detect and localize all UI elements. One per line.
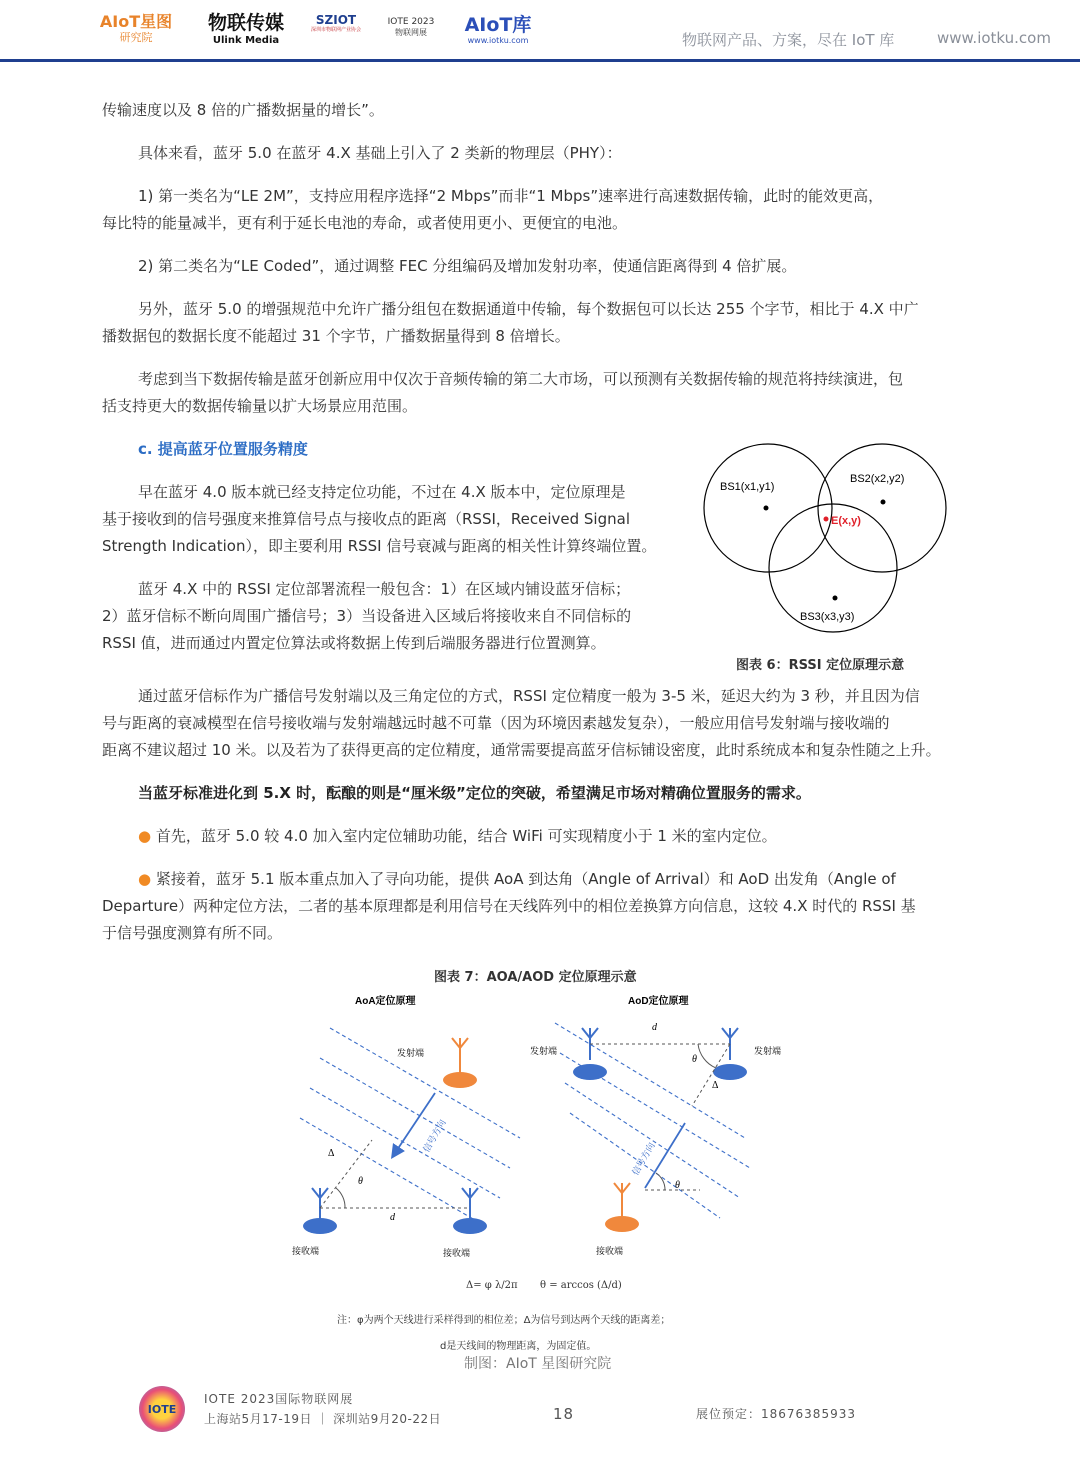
aoa-delta: Δ: [328, 1148, 335, 1159]
bs2-circle: [818, 444, 946, 572]
paragraph: 早在蓝牙 4.0 版本就已经支持定位功能，不过在 4.X 版本中，定位原理是: [138, 483, 626, 501]
aoa-transmitter-antenna: [452, 1038, 468, 1073]
aoa-receiver-base-right: [453, 1218, 487, 1234]
paragraph: 2) 第二类名为“LE Coded”，通过调整 FEC 分组编码及增加发射功率，使通信距离得到 4 倍扩展。: [138, 257, 797, 275]
figure6-caption: 图表 6：RSSI 定位原理示意: [736, 658, 905, 673]
section-heading: c. 提高蓝牙位置服务精度: [138, 440, 308, 458]
figure7-credit: 制图：AIoT 星图研究院: [464, 1356, 612, 1372]
paragraph: 括支持更大的数据传输量以扩大场景应用范围。: [102, 397, 418, 415]
paragraph: 于信号强度测算有所不同。: [102, 924, 283, 942]
paragraph: 1) 第一类名为“LE 2M”，支持应用程序选择“2 Mbps”而非“1 Mbps”速率进行高速数据传输，此时的能效更高，: [138, 187, 884, 205]
paragraph: 具体来看，蓝牙 5.0 在蓝牙 4.X 基础上引入了 2 类新的物理层（PHY）：: [138, 144, 622, 162]
ulink-media-logo: 物联传媒 Ulink Media: [207, 12, 284, 46]
header-slogan: 物联网产品、方案，尽在 IoT 库: [682, 31, 895, 49]
aod-receiver-base: [605, 1216, 639, 1232]
aoa-receiver-antenna-right: [462, 1188, 478, 1220]
aoa-transmitter-base: [443, 1072, 477, 1088]
aoa-title: AoA定位原理: [355, 996, 416, 1007]
aiot-research-logo: AIoT星图 研究院: [99, 12, 173, 44]
bs1-point: [764, 506, 769, 511]
paragraph: Departure）两种定位方法，二者的基本原理都是利用信号在天线阵列中的相位差换算方向信息，这较 4.X 时代的 RSSI 基: [102, 897, 916, 915]
aoa-receiver-antenna-left: [312, 1188, 328, 1220]
aod-receiver-angle-arc: [656, 1173, 665, 1190]
paragraph: 考虑到当下数据传输是蓝牙创新应用中仅次于音频传输的第二大市场，可以预测有关数据传输的规范将持续演进，包: [138, 370, 904, 388]
aod-signal-label: 信号方向: [630, 1140, 657, 1177]
footer-expo-dates: 上海站5月17-19日 ｜ 深圳站9月20-22日: [204, 1412, 442, 1426]
aod-delta: Δ: [712, 1080, 719, 1091]
bullet-item: ● 紧接着，蓝牙 5.1 版本重点加入了寻向功能，提供 AoA 到达角（Angle of Arrival）和 AoD 出发角（Angle of: [138, 870, 896, 888]
footer-expo-title: IOTE 2023国际物联网展: [204, 1392, 354, 1406]
e-point: [824, 517, 829, 522]
paragraph: 另外，蓝牙 5.0 的增强规范中允许广播分组包在数据通道中传输，每个数据包可以长达 255 个字节，相比于 4.X 中广: [138, 300, 919, 318]
bs2-label: BS2(x2,y2): [850, 473, 905, 485]
sziot-logo: SZIOT 深圳市物联网产业协会: [310, 13, 361, 33]
bs3-label: BS3(x3,y3): [800, 611, 855, 623]
iote-logo: IOTE 2023 物联网展: [387, 17, 435, 37]
figure7-note: d是天线间的物理距离，为固定值。: [440, 1341, 597, 1352]
paragraph: 基于接收到的信号强度来推算信号点与接收点的距离（RSSI，Received Signal: [102, 510, 630, 528]
aoa-receiver-label-left: 接收端: [292, 1246, 320, 1256]
aod-theta: θ: [692, 1054, 697, 1065]
bullet-dot-icon: ●: [138, 870, 152, 888]
aoa-signal-label: 信号方向: [421, 1117, 448, 1154]
iote-footer-logo: IOTE: [139, 1386, 185, 1432]
aoa-angle-arc: [336, 1188, 345, 1208]
aod-transmitter-label-right: 发射端: [754, 1046, 782, 1056]
page-header: [0, 0, 1080, 62]
aod-wavefronts: [555, 1023, 750, 1218]
aoa-receiver-base-left: [303, 1218, 337, 1234]
aoa-transmitter-label: 发射端: [397, 1048, 425, 1058]
figure7-note: 注：φ为两个天线进行采样得到的相位差；Δ为信号到达两个天线的距离差；: [337, 1315, 671, 1326]
formula-delta: Δ= φ λ/2π: [466, 1280, 518, 1291]
aod-receiver-theta: θ: [675, 1180, 680, 1191]
paragraph: 每比特的能量减半，更有利于延长电池的寿命，或者使用更小、更便宜的电池。: [102, 214, 628, 232]
paragraph: 2）蓝牙信标不断向周围广播信号；3）当设备进入区域后将接收来自不同信标的: [102, 607, 632, 625]
aod-transmitter-base-right: [713, 1064, 747, 1080]
aoa-d: d: [390, 1212, 395, 1223]
bs3-point: [833, 596, 838, 601]
paragraph: 播数据包的数据长度不能超过 31 个字节，广播数据量得到 8 倍增长。: [102, 327, 570, 345]
footer-booking: 展位预定：18676385933: [696, 1407, 856, 1421]
aoa-aod-diagram: [280, 988, 820, 1278]
bullet-dot-icon: ●: [138, 827, 152, 845]
aod-receiver-label: 接收端: [596, 1246, 624, 1256]
header-website[interactable]: www.iotku.com: [937, 29, 1051, 47]
page-number: 18: [553, 1405, 575, 1423]
paragraph: 传输速度以及 8 倍的广播数据量的增长”。: [102, 101, 384, 119]
formula-theta: θ = arccos (Δ/d): [540, 1280, 622, 1291]
header-divider: [0, 59, 1080, 62]
rssi-diagram: [700, 440, 950, 640]
iotku-logo: AIoT库 www.iotku.com: [464, 14, 532, 45]
paragraph: 距离不建议超过 10 米。以及若为了获得更高的定位精度，通常需要提高蓝牙信标铺设密度，此时系统成本和复杂性随之上升。: [102, 741, 941, 759]
paragraph: 蓝牙 4.X 中的 RSSI 定位部署流程一般包含：1）在区域内铺设蓝牙信标；: [138, 580, 631, 598]
aod-transmitter-base-left: [573, 1064, 607, 1080]
aod-receiver-antenna: [614, 1183, 630, 1216]
paragraph: 通过蓝牙信标作为广播信号发射端以及三角定位的方式，RSSI 定位精度一般为 3-5 米，延迟大约为 3 秒，并且因为信: [138, 687, 920, 705]
bs2-point: [881, 500, 886, 505]
aoa-receiver-label-right: 接收端: [443, 1248, 471, 1258]
paragraph: 号与距离的衰减模型在信号接收端与发射端越远时越不可靠（因为环境因素越发复杂），一般应用信号发射端与接收端的: [102, 714, 890, 732]
e-label: E(x,y): [831, 515, 861, 527]
aod-title: AoD定位原理: [628, 996, 689, 1007]
bs1-label: BS1(x1,y1): [720, 481, 775, 493]
paragraph: RSSI 值，进而通过内置定位算法或将数据上传到后端服务器进行位置测算。: [102, 634, 606, 652]
aod-angle-arc: [698, 1044, 716, 1068]
bullet-item: ● 首先，蓝牙 5.0 较 4.0 加入室内定位辅助功能，结合 WiFi 可实现精度小于 1 米的室内定位。: [138, 827, 777, 845]
paragraph: Strength Indication），即主要利用 RSSI 信号衰减与距离的相关性计算终端位置。: [102, 537, 657, 555]
aod-transmitter-label-left: 发射端: [530, 1046, 558, 1056]
figure7-caption: 图表 7：AOA/AOD 定位原理示意: [434, 970, 637, 985]
aod-d: d: [652, 1022, 657, 1033]
bold-statement: 当蓝牙标准进化到 5.X 时，酝酿的则是“厘米级”定位的突破，希望满足市场对精确位置服务的需求。: [138, 784, 811, 802]
aoa-theta: θ: [358, 1176, 363, 1187]
